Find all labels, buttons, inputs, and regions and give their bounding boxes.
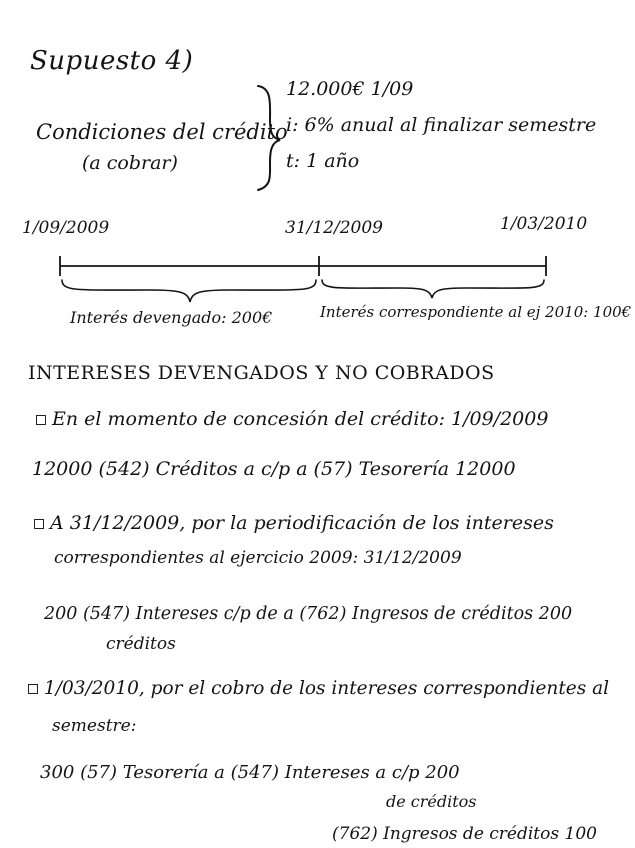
journal-entry-1: 12000 (542) Créditos a c/p a (57) Tesorería 12000 — [32, 458, 516, 480]
journal-entry-2: 200 (547) Intereses c/p de a (762) Ingresos de créditos 200 — [44, 604, 573, 624]
bullet-1-text: En el momento de concesión del crédito: 1/09/2009 — [52, 408, 549, 430]
under-brace-left — [62, 280, 316, 302]
condition-term: t: 1 año — [286, 150, 360, 172]
page-title: Supuesto 4) — [30, 46, 194, 76]
journal-entry-3-line2: de créditos — [386, 792, 477, 811]
timeline-date-end: 1/03/2010 — [500, 214, 588, 234]
conditions-label: Condiciones del crédito — [36, 120, 288, 144]
bullet-2-line2: correspondientes al ejercicio 2009: 31/12/2009 — [54, 548, 462, 568]
timeline-date-start: 1/09/2009 — [22, 218, 110, 238]
condition-amount: 12.000€ 1/09 — [286, 78, 414, 100]
timeline-date-mid: 31/12/2009 — [285, 218, 383, 238]
condition-rate: i: 6% anual al finalizar semestre — [286, 114, 597, 136]
interest-accrued-label: Interés devengado: 200€ — [70, 308, 273, 327]
conditions-sublabel: (a cobrar) — [82, 152, 178, 174]
conditions-brace — [258, 86, 280, 190]
bullet-3-text: 1/03/2010, por el cobro de los intereses correspondientes al — [44, 678, 610, 699]
bullet-2-text: A 31/12/2009, por la periodificación de los intereses — [50, 512, 554, 534]
journal-entry-2-line2: créditos — [106, 634, 176, 654]
journal-entry-3: 300 (57) Tesorería a (547) Intereses a c/p 200 — [40, 762, 460, 783]
under-brace-right — [322, 280, 544, 298]
bullet-3-line2: semestre: — [52, 716, 137, 736]
section-heading: INTERESES DEVENGADOS Y NO COBRADOS — [28, 362, 495, 384]
interest-next-year-label: Interés correspondiente al ej 2010: 100€ — [320, 303, 632, 321]
journal-entry-3-line3: (762) Ingresos de créditos 100 — [332, 824, 597, 844]
